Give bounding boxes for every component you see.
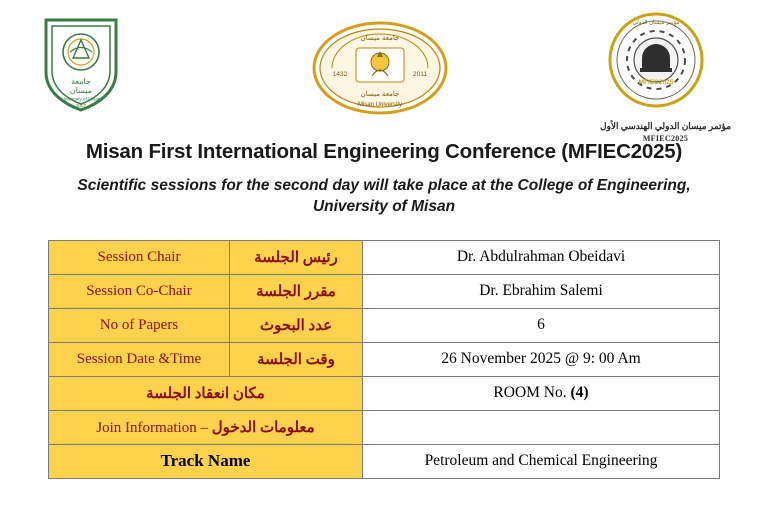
table-row [49, 274, 720, 308]
join-information-value[interactable] [363, 410, 720, 444]
table-row [49, 342, 720, 376]
row-value: Dr. Abdulrahman Obeidavi [363, 240, 720, 274]
row-label-en: No of Papers [49, 308, 230, 342]
row-label-en: Session Co-Chair [49, 274, 230, 308]
page-subtitle: Scientific sessions for the second day will take place at the College of Engineering, University of Misan [77, 177, 691, 215]
join-label-en: Join Information – [96, 419, 212, 436]
row-label-ar: وقت الجلسة [230, 342, 363, 376]
svg-text:مؤتمر ميسان الدولي: مؤتمر ميسان الدولي [632, 20, 680, 26]
row-label-en: Session Chair [49, 240, 230, 274]
venue-value-prefix: ROOM No. [493, 384, 571, 402]
svg-text:Misan University: Misan University [357, 102, 403, 108]
svg-text:2011: 2011 [413, 71, 427, 78]
join-information-label [49, 410, 363, 444]
table-row-track [49, 444, 720, 478]
svg-text:2007: 2007 [75, 103, 87, 108]
table-row-join [49, 410, 720, 444]
university-of-misan-shield-logo [40, 14, 122, 119]
row-label-ar: عدد البحوث [230, 308, 363, 342]
page-title: Misan First International Engineering Conference (MFIEC2025) [85, 140, 683, 163]
row-label-ar: مقرر الجلسة [230, 274, 363, 308]
venue-label: مكان انعقاد الجلسة [49, 376, 363, 410]
track-name-value: Petroleum and Chemical Engineering [363, 444, 720, 478]
join-label-ar: معلومات الدخول [211, 419, 315, 436]
svg-text:MFIEC2025: MFIEC2025 [638, 79, 674, 86]
track-name-label: Track Name [49, 444, 363, 478]
table-row [49, 240, 720, 274]
mfiec2025-conference-logo [600, 10, 731, 143]
table-row-venue [49, 376, 720, 410]
shield-arabic-text-2: ميسان [69, 86, 93, 95]
logo-row [0, 0, 768, 143]
venue-room-number: (4) [570, 384, 589, 402]
session-info-table-wrapper [0, 240, 768, 479]
conference-logo-caption-ar: مؤتمر ميسان الدولي الهندسي الأول [600, 121, 732, 131]
misan-university-oval-seal [310, 18, 450, 123]
session-info-table [48, 240, 720, 479]
row-value: 26 November 2025 @ 9: 00 Am [363, 342, 720, 376]
conference-logo-caption-en: MFIEC2025 [642, 134, 689, 143]
row-value: 6 [363, 308, 720, 342]
svg-text:جامعة ميسان: جامعة ميسان [360, 35, 400, 42]
svg-text:University of Misan: University of Misan [61, 96, 101, 102]
row-label-en: Session Date &Time [49, 342, 230, 376]
row-value: Dr. Ebrahim Salemi [363, 274, 720, 308]
table-row [49, 308, 720, 342]
venue-value [363, 376, 720, 410]
shield-arabic-text: جامعة [71, 77, 91, 86]
svg-text:1432: 1432 [332, 71, 348, 78]
svg-text:جامعة ميسان: جامعة ميسان [360, 91, 400, 98]
row-label-ar: رئيس الجلسة [230, 240, 363, 274]
